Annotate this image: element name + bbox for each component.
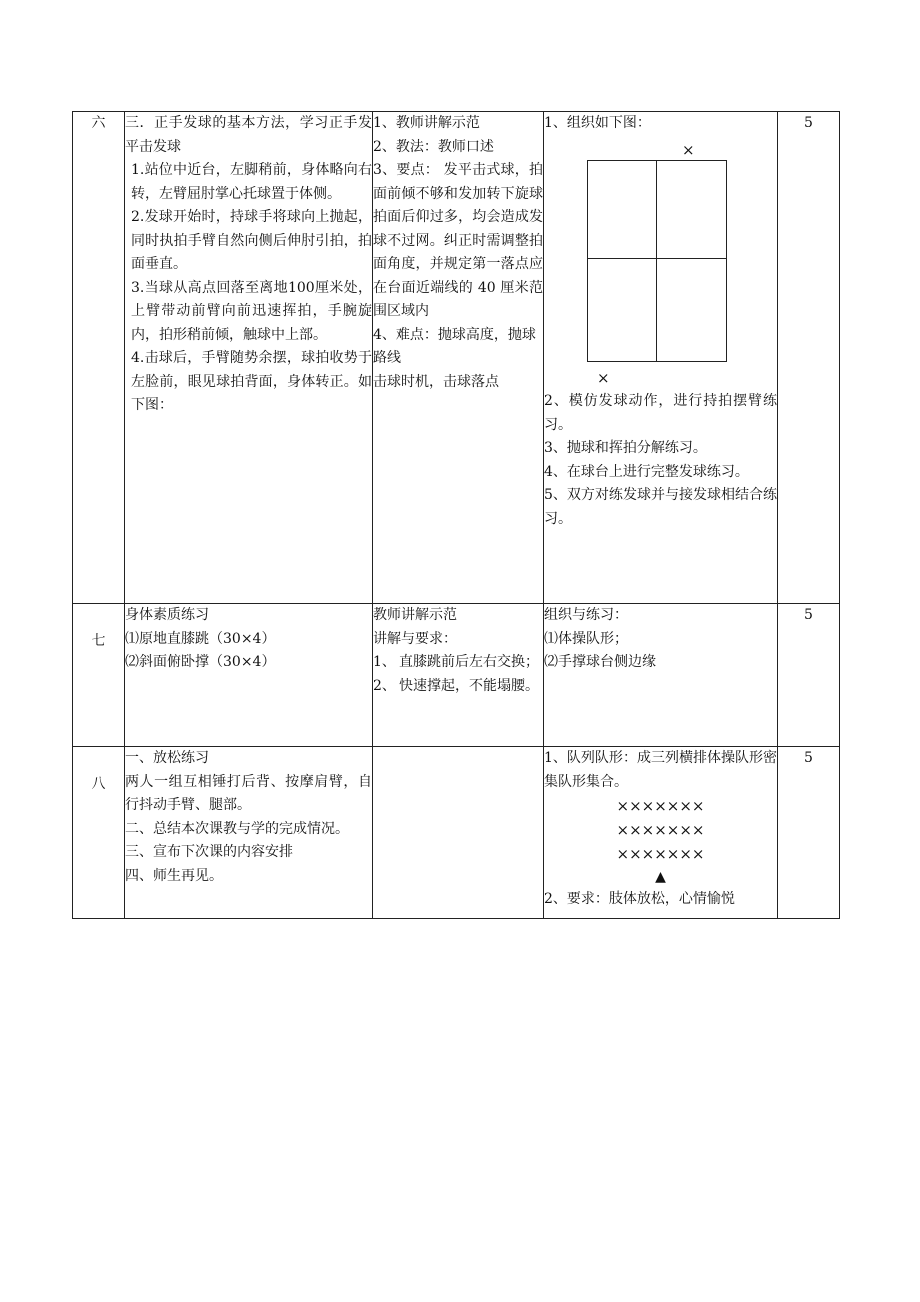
content-line: ⑵斜面俯卧撑（30×4） xyxy=(125,654,276,670)
content-line: 一、放松练习 xyxy=(125,750,209,766)
organization-line: 组织与练习： xyxy=(544,607,628,623)
organization-line: 2、模仿发球动作，进行持拍摆臂练习。 xyxy=(544,393,777,433)
method-line: 3、要点： 发平击式球，拍面前倾不够和发加转下旋球拍面后仰过多，均会造成发球不过网。纠正时需调整拍面角度，并规定第一落点应在台面近端线的 40 厘米范围区域内 xyxy=(373,162,543,319)
section-number: 七 xyxy=(73,604,125,747)
list-item-number: 2、 xyxy=(373,677,396,694)
organization-cell xyxy=(544,112,778,604)
table-tennis-diagram xyxy=(544,112,777,387)
teacher-triangle-icon: ▲ xyxy=(655,869,666,885)
list-item-text: 快速撑起，不能塌腰。 xyxy=(399,677,539,694)
organization-line: 2、要求：肢体放松，心情愉悦 xyxy=(544,891,735,907)
organization-line: 4、在球台上进行完整发球练习。 xyxy=(544,463,749,480)
content-cell xyxy=(125,604,373,747)
table-row xyxy=(73,604,840,747)
content-line: 1.站位中近台，左脚稍前，身体略向右转，左臂屈肘掌心托球置于体侧。 xyxy=(131,162,372,202)
section-number: 八 xyxy=(73,747,125,919)
list-item xyxy=(373,675,543,699)
duration-cell: 5 xyxy=(778,112,840,604)
content-cell xyxy=(125,747,373,919)
lesson-plan-table xyxy=(72,111,840,919)
formation-row: ××××××× xyxy=(616,797,705,815)
content-line: ⑴原地直膝跳（30×4） xyxy=(125,630,276,647)
requirement-list xyxy=(373,651,543,698)
table-row xyxy=(73,112,840,604)
formation-row: ××××××× xyxy=(616,821,705,839)
method-line: 教师讲解示范 xyxy=(373,607,457,623)
formation-row: ××××××× xyxy=(616,845,705,863)
method-line: 2、教法：教师口述 xyxy=(373,138,494,155)
content-line: 两人一组互相锤打后背、按摩肩臂，自行抖动手臂、腿部。 xyxy=(125,773,372,813)
duration-cell: 5 xyxy=(778,747,840,919)
content-line: 身体素质练习 xyxy=(125,607,209,623)
organization-line: ⑵手撑球台侧边缘 xyxy=(544,654,656,670)
list-item-text: 直膝跳前后左右交换； xyxy=(399,654,539,670)
organization-cell xyxy=(544,747,778,919)
content-line: 3.当球从高点回落至离地100厘米处，上臂带动前臂向前迅速挥拍，手腕旋内，拍形稍前倾，触球中上部。 xyxy=(131,279,372,343)
content-line: 二、总结本次课教与学的完成情况。 xyxy=(125,820,349,837)
formation-rows xyxy=(544,794,777,866)
player-marker: × xyxy=(682,141,695,159)
organization-line: 5、双方对练发球并与接发球相结合练习。 xyxy=(544,487,777,527)
organization-line: ⑴体操队形； xyxy=(544,630,628,647)
organization-line: 1、队列队形：成三列横排体操队形密集队形集合。 xyxy=(544,750,777,790)
organization-line: 1、组织如下图： xyxy=(544,115,651,131)
duration-cell: 5 xyxy=(778,604,840,747)
organization-line: 3、抛球和挥拍分解练习。 xyxy=(544,440,707,456)
section-number: 六 xyxy=(73,112,125,604)
list-item-number: 1、 xyxy=(373,654,396,670)
center-line xyxy=(656,161,657,361)
method-cell xyxy=(373,112,544,604)
content-line: 4.击球后，手臂随势余摆，球拍收势于左脸前，眼见球拍背面，身体转正。如下图： xyxy=(131,350,372,413)
method-line: 1、教师讲解示范 xyxy=(373,115,480,131)
method-line: 4、难点：抛球高度，抛球路线 xyxy=(373,326,536,366)
player-marker: × xyxy=(597,369,610,387)
method-line: 击球时机，击球落点 xyxy=(373,373,499,390)
method-cell xyxy=(373,747,544,919)
method-cell xyxy=(373,604,544,747)
table-row xyxy=(73,747,840,919)
net-line xyxy=(588,258,726,259)
list-item xyxy=(373,651,543,675)
content-line: 2.发球开始时，持球手将球向上抛起，同时执拍手臂自然向侧后伸肘引拍，拍面垂直。 xyxy=(131,209,372,272)
method-line: 讲解与要求： xyxy=(373,630,457,647)
table-court xyxy=(587,160,727,362)
content-line: 三．正手发球的基本方法，学习正手发平击发球 xyxy=(125,115,372,155)
content-line: 四、师生再见。 xyxy=(125,867,223,884)
content-cell xyxy=(125,112,373,604)
organization-cell xyxy=(544,604,778,747)
content-line: 三、宣布下次课的内容安排 xyxy=(125,844,293,860)
